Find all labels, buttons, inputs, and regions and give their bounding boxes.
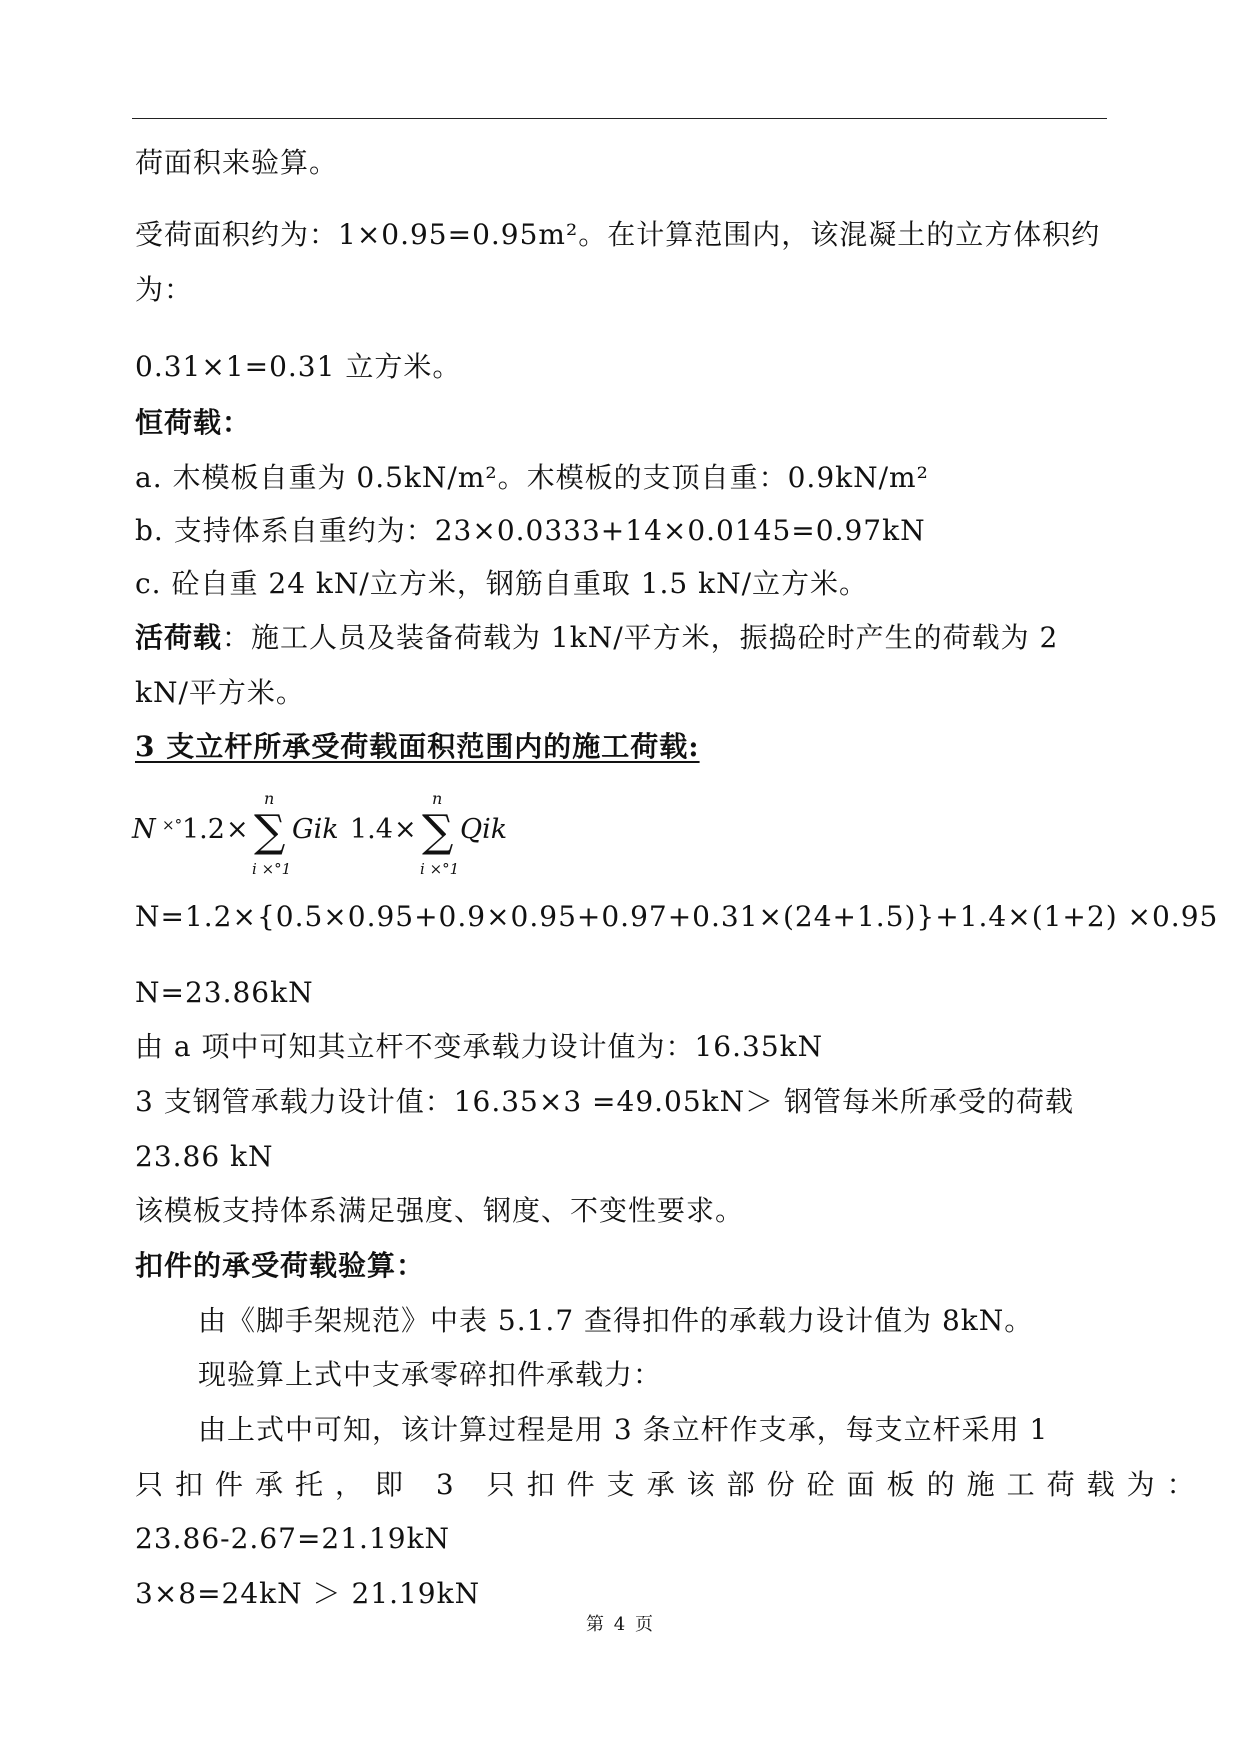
summation-icon: ∑ (254, 806, 286, 857)
formula-upper-limit: n (432, 789, 443, 808)
formula-coefficient-1: 1.2 (182, 814, 225, 845)
paragraph-line: 0.31×1=0.31 立方米。 (135, 350, 462, 383)
formula-times-1: × (226, 814, 249, 845)
formula-coefficient-2: 1.4 (350, 814, 393, 845)
section-heading-dead-load: 恒荷载： (135, 406, 252, 439)
load-formula (126, 782, 606, 882)
equation-line: N=1.2×{0.5×0.95+0.9×0.95+0.97+0.31×(24+1.5)}+1.4×(1+2) ×0.95 (135, 900, 1219, 933)
formula-relation: ×° (162, 816, 183, 834)
paragraph-line: 由 a 项中可知其立杆不变承载力设计值为：16.35kN (135, 1030, 824, 1063)
paragraph-line: 荷面积来验算。 (135, 146, 339, 179)
section-heading-live-load: 活荷载 (135, 621, 223, 654)
paragraph-line: 3 支钢管承载力设计值：16.35×3 =49.05kN＞ 钢管每米所承受的荷载 (135, 1085, 1075, 1118)
paragraph-line: kN/平方米。 (135, 676, 305, 709)
paragraph-line: 该模板支持体系满足强度、钢度、不变性要求。 (135, 1194, 745, 1227)
section-heading-fastener: 扣件的承受荷载验算： (135, 1249, 426, 1282)
formula-lower-limit: i ×°1 (420, 860, 460, 878)
formula-term-qik: Qik (460, 814, 508, 845)
paragraph-line: 由《脚手架规范》中表 5.1.7 查得扣件的承载力设计值为 8kN。 (198, 1304, 1034, 1337)
formula-lower-limit: i ×°1 (252, 860, 292, 878)
list-item: b. 支持体系自重约为：23×0.0333+14×0.0145=0.97kN (135, 514, 926, 547)
paragraph-line: 现验算上式中支承零碎扣件承载力： (198, 1358, 663, 1391)
paragraph-line: 23.86 kN (135, 1140, 274, 1173)
live-load-line (135, 621, 1058, 655)
equation-result: N=23.86kN (135, 976, 314, 1009)
formula-upper-limit: n (264, 789, 275, 808)
paragraph-line: 由上式中可知，该计算过程是用 3 条立杆作支承，每支立杆采用 1 (198, 1413, 1049, 1446)
section-heading-construction-load: 3 支立杆所承受荷载面积范围内的施工荷载: (135, 730, 700, 763)
formula-times-2: × (394, 814, 417, 845)
equation-line: 3×8=24kN ＞ 21.19kN (135, 1577, 481, 1610)
page-number: 第 4 页 (586, 1614, 655, 1635)
formula-term-gik: Gik (292, 814, 339, 845)
paragraph-line: 只扣件承托，即 3 只扣件支承该部份砼面板的施工荷载为： (135, 1468, 1207, 1501)
formula-n: N (132, 814, 156, 845)
list-item: c. 砼自重 24 kN/立方米，钢筋自重取 1.5 kN/立方米。 (135, 567, 869, 600)
paragraph-line: 为： (135, 273, 194, 306)
header-rule (132, 118, 1107, 119)
list-item: a. 木模板自重为 0.5kN/m²。木模板的支顶自重：0.9kN/m² (135, 461, 929, 494)
paragraph-line: 受荷面积约为：1×0.95=0.95m²。在计算范围内，该混凝土的立方体积约 (135, 218, 1101, 251)
equation-line: 23.86-2.67=21.19kN (135, 1522, 451, 1555)
summation-icon: ∑ (422, 806, 454, 857)
live-load-text: ：施工人员及装备荷载为 1kN/平方米，振捣砼时产生的荷载为 2 (222, 621, 1059, 654)
